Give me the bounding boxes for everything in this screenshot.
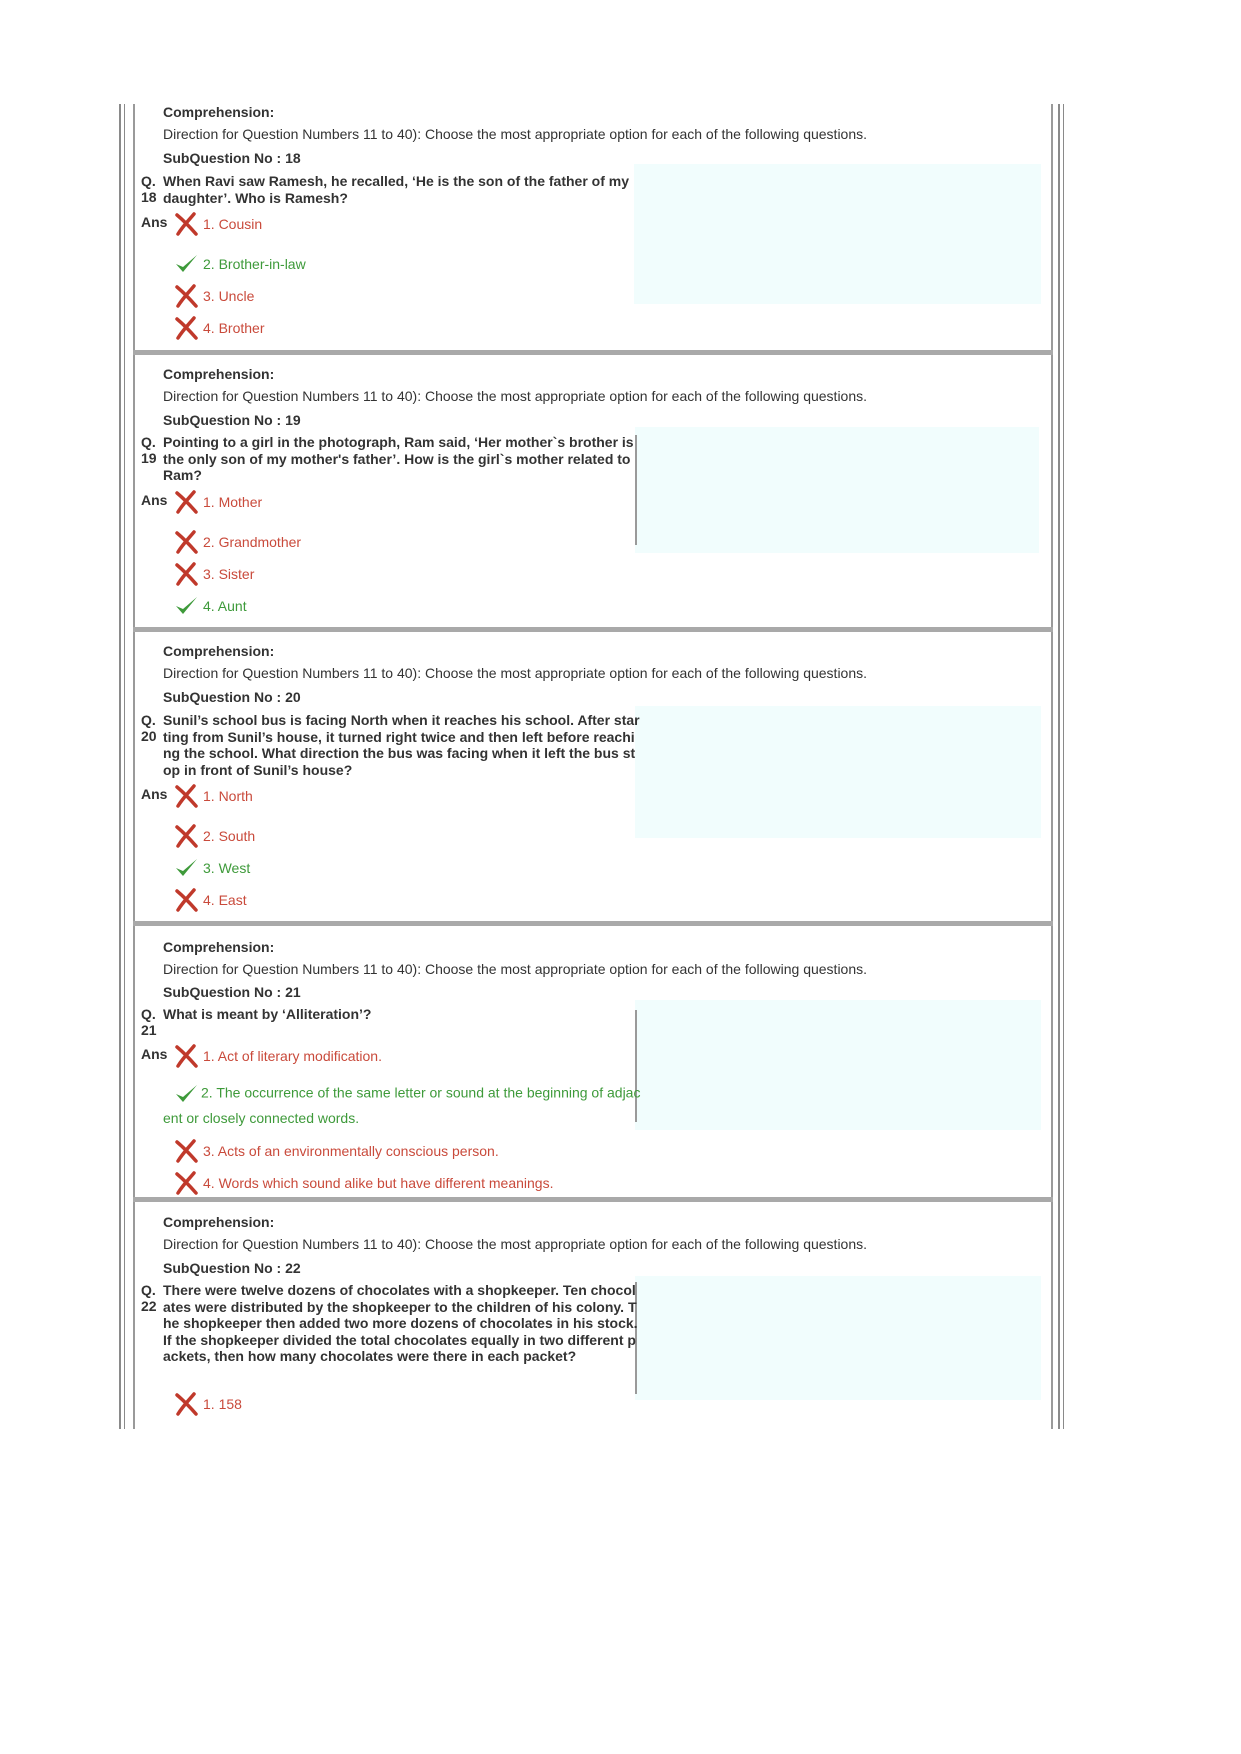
option-2: 2. Grandmother	[173, 529, 301, 555]
option-1: 1. Act of literary modification.	[173, 1043, 382, 1069]
question-label: Q. 18	[141, 173, 157, 205]
option-1: 1. Cousin	[173, 211, 262, 237]
question-text: Pointing to a girl in the photograph, Ram said, ‘Her mother`s brother is the only son of my mother's father’. How is the girl`s mother related to Ram?	[163, 434, 634, 483]
cross-icon	[173, 1043, 199, 1069]
subquestion-number: SubQuestion No : 21	[163, 984, 301, 1000]
cross-icon	[173, 823, 199, 849]
cross-icon	[173, 561, 199, 587]
cross-icon	[173, 283, 199, 309]
option-4: 4. Brother	[173, 315, 264, 341]
question-block-20	[133, 632, 1053, 921]
cross-icon	[173, 887, 199, 913]
checkmark-icon	[173, 593, 199, 619]
direction-text: Direction for Question Numbers 11 to 40): Choose the most appropriate option for each of the following questions.	[163, 388, 868, 404]
answer-panel	[634, 164, 1041, 304]
question-block-22	[133, 1202, 1053, 1429]
answer-label: Ans	[141, 214, 168, 230]
question-block-19	[133, 355, 1053, 627]
question-text: There were twelve dozens of chocolates with a shopkeeper. Ten chocolates were distributed by the shopkeeper to the children of his colony. The shopkeeper then added two more dozens of chocolates in his stock. If the shopkeeper divided the total chocolates equally in two different packets, then how many chocolates were there in each packet?	[163, 1282, 638, 1364]
page-frame-left-line	[119, 104, 121, 1429]
option-4: 4. Aunt	[173, 593, 247, 619]
subquestion-number: SubQuestion No : 22	[163, 1260, 301, 1276]
answer-label: Ans	[141, 1046, 168, 1062]
cross-icon	[173, 1138, 199, 1164]
answer-panel	[635, 706, 1041, 838]
option-3: 3. Uncle	[173, 283, 254, 309]
cross-icon	[173, 489, 199, 515]
subquestion-number: SubQuestion No : 19	[163, 412, 301, 428]
answer-panel	[635, 1000, 1041, 1130]
question-label: Q. 19	[141, 434, 157, 466]
comprehension-label: Comprehension:	[163, 104, 275, 120]
direction-text: Direction for Question Numbers 11 to 40): Choose the most appropriate option for each of the following questions.	[163, 1236, 868, 1252]
page-frame-left-line-inner	[124, 104, 125, 1429]
option-2: 2. The occurrence of the same letter or sound at the beginning of adjacent or closely connected words.	[163, 1081, 643, 1129]
checkmark-icon	[173, 855, 199, 881]
option-3: 3. Sister	[173, 561, 254, 587]
comprehension-label: Comprehension:	[163, 643, 275, 659]
page-frame-right-line	[1058, 104, 1060, 1429]
option-2: 2. South	[173, 823, 255, 849]
cross-icon	[173, 315, 199, 341]
question-label: Q. 21	[141, 1006, 157, 1038]
question-block-18	[133, 104, 1053, 355]
subquestion-number: SubQuestion No : 20	[163, 689, 301, 705]
subquestion-number: SubQuestion No : 18	[163, 150, 301, 166]
question-block-21	[133, 926, 1053, 1202]
question-text: Sunil’s school bus is facing North when it reaches his school. After starting from Sunil’s house, it turned right twice and then left before reaching the school. What direction the bus was facing when it left the bus stop in front of Sunil’s house?	[163, 712, 640, 778]
cross-icon	[173, 211, 199, 237]
direction-text: Direction for Question Numbers 11 to 40): Choose the most appropriate option for each of the following questions.	[163, 665, 868, 681]
checkmark-icon	[173, 251, 199, 277]
option-1: 1. 158	[173, 1391, 242, 1417]
option-3: 3. West	[173, 855, 250, 881]
answer-label: Ans	[141, 492, 168, 508]
direction-text: Direction for Question Numbers 11 to 40): Choose the most appropriate option for each of the following questions.	[163, 126, 868, 142]
question-label: Q. 22	[141, 1282, 157, 1314]
cross-icon	[173, 1170, 199, 1196]
cross-icon	[173, 529, 199, 555]
page-frame-right-line-outer	[1063, 104, 1064, 1429]
cross-icon	[173, 1391, 199, 1417]
answer-label: Ans	[141, 786, 168, 802]
question-text: When Ravi saw Ramesh, he recalled, ‘He is the son of the father of my daughter’. Who is Ramesh?	[163, 173, 630, 206]
direction-text: Direction for Question Numbers 11 to 40): Choose the most appropriate option for each of the following questions.	[163, 961, 868, 977]
question-label: Q. 20	[141, 712, 157, 744]
answer-panel	[635, 427, 1039, 553]
option-2: 2. Brother-in-law	[173, 251, 306, 277]
question-text: What is meant by ‘Alliteration’?	[163, 1006, 372, 1022]
option-3: 3. Acts of an environmentally conscious person.	[173, 1138, 499, 1164]
cross-icon	[173, 783, 199, 809]
option-4: 4. Words which sound alike but have different meanings.	[173, 1170, 553, 1196]
option-1: 1. Mother	[173, 489, 262, 515]
checkmark-icon	[173, 1081, 199, 1107]
option-1: 1. North	[173, 783, 253, 809]
comprehension-label: Comprehension:	[163, 366, 275, 382]
comprehension-label: Comprehension:	[163, 1214, 275, 1230]
option-4: 4. East	[173, 887, 247, 913]
comprehension-label: Comprehension:	[163, 939, 275, 955]
question-list	[133, 104, 1053, 1429]
answer-panel	[635, 1276, 1041, 1400]
